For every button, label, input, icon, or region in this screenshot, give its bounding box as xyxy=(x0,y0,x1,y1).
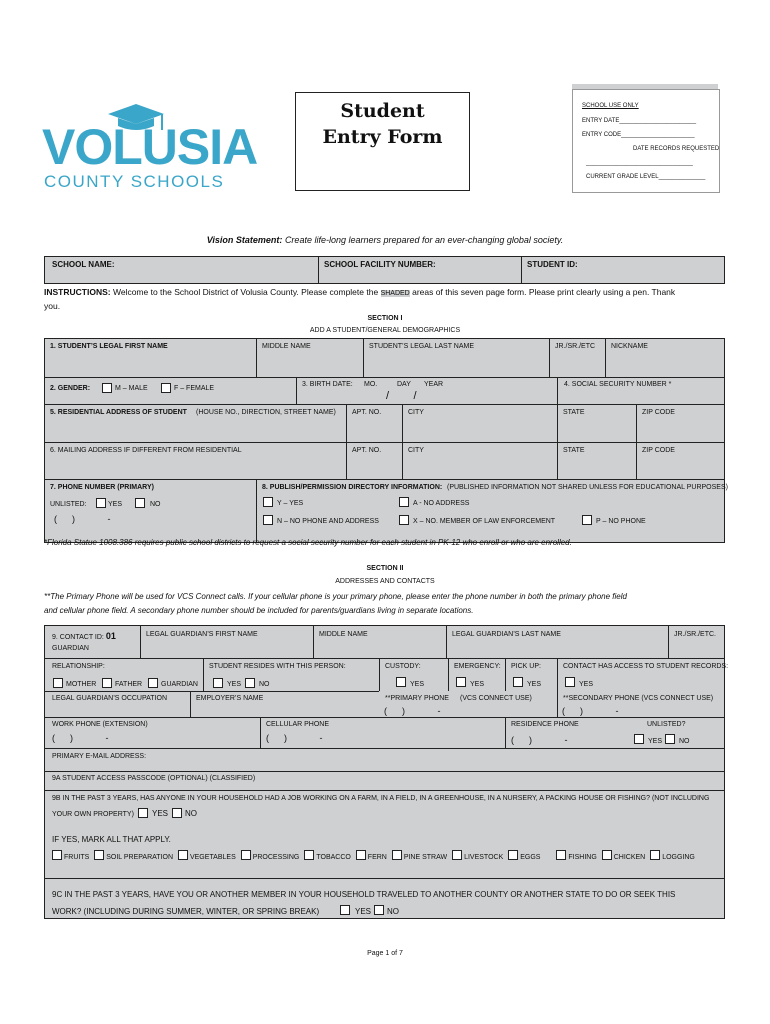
unlisted-question: UNLISTED? xyxy=(647,721,686,728)
vision-text: Create life-long learners prepared for an ever-changing global society. xyxy=(284,235,564,245)
custody-yes-checkbox[interactable] xyxy=(396,677,406,687)
instructions-text: Welcome to the School District of Volusia County. Please complete the xyxy=(112,287,379,297)
pickup-yes-checkbox[interactable] xyxy=(513,677,523,687)
primary-phone-field[interactable]: **PRIMARY PHONE xyxy=(385,695,449,702)
records-access-yes-label: YES xyxy=(579,681,594,688)
residence-phone-field[interactable]: RESIDENCE PHONE xyxy=(511,721,579,728)
florida-statute-note: *Florida Statue 1008.386 requires public school districts to request a social security number for each student in PK-12 who enroll or who are enrolled. xyxy=(44,538,572,547)
livestock-label: LIVESTOCK xyxy=(464,854,504,861)
birth-day[interactable]: DAY xyxy=(397,381,411,388)
question-9c: 9C IN THE PAST 3 YEARS, HAVE YOU OR ANOTHER MEMBER IN YOUR HOUSEHOLD TRAVELED TO ANOTHER COUNTY OR ANOTHER STATE TO DO OR SEEK THIS xyxy=(52,890,676,899)
student-id-field[interactable]: STUDENT ID: xyxy=(527,260,578,269)
resides-no-checkbox[interactable] xyxy=(245,678,255,688)
processing-checkbox[interactable] xyxy=(241,850,251,860)
fruits-label: FRUITS xyxy=(64,854,90,861)
chicken-checkbox[interactable] xyxy=(602,850,612,860)
fern-label: FERN xyxy=(367,854,387,861)
resides-label: STUDENT RESIDES WITH THIS PERSON: xyxy=(209,663,346,670)
gender-female-label: F – FEMALE xyxy=(174,385,215,392)
unlisted-label: UNLISTED: xyxy=(50,501,87,508)
student-passcode-field[interactable]: 9A STUDENT ACCESS PASSCODE (OPTIONAL) (CLASSIFIED) xyxy=(52,775,256,782)
school-use-header: SCHOOL USE ONLY xyxy=(582,103,639,109)
publish-no-phone-label: P – NO PHONE xyxy=(596,518,646,525)
res-unlisted-yes-label: YES xyxy=(648,738,663,745)
apt-field[interactable]: APT. NO. xyxy=(352,409,382,416)
date-records-requested: DATE RECORDS REQUESTED xyxy=(633,146,720,152)
q9b-no-label: NO xyxy=(185,809,197,818)
birth-date-label: 3. BIRTH DATE: xyxy=(302,381,353,388)
work-type-list xyxy=(52,850,695,861)
pine-straw-checkbox[interactable] xyxy=(392,850,402,860)
publish-law-enforcement-label: X – NO. MEMBER OF LAW ENFORCEMENT xyxy=(413,518,556,525)
emergency-yes-checkbox[interactable] xyxy=(456,677,466,687)
middle-name-field[interactable]: MIDDLE NAME xyxy=(262,343,311,350)
guardian-label: GUARDIAN xyxy=(52,645,89,652)
unlisted-no-label: NO xyxy=(150,501,161,508)
zip-field[interactable]: ZIP CODE xyxy=(642,409,675,416)
logo-word: VOLUSIA xyxy=(42,119,258,175)
contact-id-number: 01 xyxy=(105,631,116,641)
logging-checkbox[interactable] xyxy=(650,850,660,860)
guardian-suffix-field[interactable]: JR./SR./ETC. xyxy=(674,631,717,638)
residential-address-hint: (HOUSE NO., DIRECTION, STREET NAME) xyxy=(196,409,336,416)
relationship-mother-label: MOTHER xyxy=(66,681,97,688)
fishing-checkbox[interactable] xyxy=(556,850,566,860)
pickup-label: PICK UP: xyxy=(511,663,541,670)
instructions xyxy=(44,286,734,312)
contact-id-label xyxy=(52,631,116,641)
publish-label: 8. PUBLISH/PERMISSION DIRECTORY INFORMATION: xyxy=(262,484,443,491)
work-phone-format: ( ) - xyxy=(52,733,109,743)
guardian-middle-name-field[interactable]: MIDDLE NAME xyxy=(319,631,368,638)
fruits-checkbox[interactable] xyxy=(52,850,62,860)
state-field[interactable]: STATE xyxy=(563,409,585,416)
emergency-label: EMERGENCY: xyxy=(454,663,501,670)
section1-subtitle: ADD A STUDENT/GENERAL DEMOGRAPHICS xyxy=(309,327,461,334)
custody-label: CUSTODY: xyxy=(385,663,421,670)
cell-phone-format: ( ) - xyxy=(266,733,323,743)
q9b-yes-label: YES xyxy=(152,809,169,818)
student-last-name-field[interactable]: STUDENT’S LEGAL LAST NAME xyxy=(369,343,475,350)
soil-preparation-label: SOIL PREPARATION xyxy=(106,854,174,861)
question-9b-2: YOUR OWN PROPERTY) xyxy=(52,811,134,818)
resides-yes-checkbox[interactable] xyxy=(213,678,223,688)
phone-primary-field[interactable]: 7. PHONE NUMBER (PRIMARY) xyxy=(50,484,154,491)
res-unlisted-no-checkbox[interactable] xyxy=(665,734,675,744)
relationship-mother-checkbox[interactable] xyxy=(53,678,63,688)
logo-subtitle: COUNTY SCHOOLS xyxy=(44,172,225,191)
vegetables-label: VEGETABLES xyxy=(189,854,236,861)
primary-phone-note-2: and cellular phone field. A secondary phone number should be included for parents/guardians living in separate locations. xyxy=(44,606,474,615)
res-unlisted-yes-checkbox[interactable] xyxy=(634,734,644,744)
cell-phone-field[interactable]: CELLULAR PHONE xyxy=(266,721,330,728)
primary-phone-format: ( ) - xyxy=(384,706,441,716)
relationship-father-label: FATHER xyxy=(115,681,143,688)
section2-subtitle: ADDRESSES AND CONTACTS xyxy=(335,578,435,585)
birth-year[interactable]: YEAR xyxy=(424,381,444,388)
primary-email-field[interactable]: PRIMARY E-MAIL ADDRESS: xyxy=(52,753,147,760)
ssn-field[interactable]: 4. SOCIAL SECURITY NUMBER * xyxy=(564,381,672,388)
gender-label: 2. GENDER: xyxy=(50,385,91,392)
guardian-occupation-field[interactable]: LEGAL GUARDIAN’S OCCUPATION xyxy=(52,695,168,702)
birth-month[interactable]: MO. xyxy=(364,381,378,388)
relationship-label: RELATIONSHIP: xyxy=(52,663,105,670)
gender-male-checkbox[interactable] xyxy=(102,383,112,393)
work-phone-field[interactable]: WORK PHONE (EXTENSION) xyxy=(52,721,148,728)
residence-phone-format: ( ) - xyxy=(511,735,568,745)
instructions-label: INSTRUCTIONS: xyxy=(44,287,111,297)
vegetables-checkbox[interactable] xyxy=(178,850,188,860)
processing-label: PROCESSING xyxy=(252,854,300,861)
school-name-field[interactable]: SCHOOL NAME: xyxy=(52,260,115,269)
soil-preparation-checkbox[interactable] xyxy=(94,850,104,860)
city-field[interactable]: CITY xyxy=(408,409,424,416)
publish-yes-label: Y – YES xyxy=(277,500,304,507)
livestock-checkbox[interactable] xyxy=(452,850,462,860)
publish-no-address-label: A - NO ADDRESS xyxy=(413,500,470,507)
instructions-text-2: areas of this seven page form. Please print clearly using a pen. Thank xyxy=(412,287,676,297)
records-access-yes-checkbox[interactable] xyxy=(565,677,575,687)
guardian-first-name-field[interactable]: LEGAL GUARDIAN’S FIRST NAME xyxy=(146,631,258,638)
relationship-father-checkbox[interactable] xyxy=(102,678,112,688)
school-facility-field[interactable]: SCHOOL FACILITY NUMBER: xyxy=(324,260,436,269)
q9b-no-checkbox[interactable] xyxy=(172,808,182,818)
birth-date-slashes: / / xyxy=(386,390,417,402)
logging-label: LOGGING xyxy=(662,854,695,861)
publish-no-phone-checkbox[interactable] xyxy=(582,515,592,525)
if-yes-label: IF YES, MARK ALL THAT APPLY. xyxy=(52,835,171,844)
unlisted-yes-checkbox[interactable] xyxy=(96,498,106,508)
emergency-yes-label: YES xyxy=(470,681,485,688)
district-logo xyxy=(42,100,258,195)
mailing-address-field[interactable]: 6. MAILING ADDRESS IF DIFFERENT FROM RESIDENTIAL xyxy=(50,447,242,454)
publish-note: (PUBLISHED INFORMATION NOT SHARED UNLESS FOR EDUCATIONAL PURPOSES) xyxy=(447,484,728,491)
gender-female-checkbox[interactable] xyxy=(161,383,171,393)
mail-city-field[interactable]: CITY xyxy=(408,447,424,454)
nickname-field[interactable]: NICKNAME xyxy=(611,343,648,350)
shaded-word: SHADED xyxy=(380,290,410,297)
primary-phone-note: **The Primary Phone will be used for VCS Connect calls. If your cellular phone is your primary phone, please enter the phone number in both the primary phone field xyxy=(44,592,627,601)
contact-id-text: 9. CONTACT ID: xyxy=(52,634,104,641)
guardian-last-name-field[interactable]: LEGAL GUARDIAN’S LAST NAME xyxy=(452,631,561,638)
mail-zip-field[interactable]: ZIP CODE xyxy=(642,447,675,454)
publish-no-phone-address-label: N – NO PHONE AND ADDRESS xyxy=(277,518,379,525)
residential-address-field[interactable]: 5. RESIDENTIAL ADDRESS OF STUDENT xyxy=(50,409,187,416)
question-9b: 9B IN THE PAST 3 YEARS, HAS ANYONE IN YOUR HOUSEHOLD HAD A JOB WORKING ON A FARM, IN A FIELD, IN A GREENHOUSE, IN A NURSERY, A PACKING HOUSE OR FISHING? (NOT INCLUDING xyxy=(52,795,710,802)
relationship-guardian-checkbox[interactable] xyxy=(148,678,158,688)
section1-table xyxy=(44,338,725,543)
publish-yes-checkbox[interactable] xyxy=(263,497,273,507)
secondary-phone-format: ( ) - xyxy=(562,706,619,716)
fern-checkbox[interactable] xyxy=(356,850,366,860)
q9c-yes-checkbox[interactable] xyxy=(340,905,350,915)
eggs-checkbox[interactable] xyxy=(508,850,518,860)
q9c-no-label: NO xyxy=(387,907,399,916)
resides-no-label: NO xyxy=(259,681,270,688)
student-first-name-field[interactable]: 1. STUDENT’S LEGAL FIRST NAME xyxy=(50,343,168,350)
section2-title: SECTION II xyxy=(366,565,404,572)
primary-phone-vcs: (VCS CONNECT USE) xyxy=(460,695,532,702)
vision-statement xyxy=(0,235,770,245)
instructions-text-3: you. xyxy=(44,301,61,311)
relationship-guardian-label: GUARDIAN xyxy=(161,681,198,688)
chicken-label: CHICKEN xyxy=(613,854,646,861)
q9b-yes-checkbox[interactable] xyxy=(138,808,148,818)
q9c-yes-label: YES xyxy=(355,907,372,916)
page-title-line1: Student xyxy=(340,100,425,122)
section1-title: SECTION I xyxy=(367,315,403,322)
tobacco-label: TOBACCO xyxy=(316,854,351,861)
pickup-yes-label: YES xyxy=(527,681,542,688)
eggs-label: EGGS xyxy=(520,854,541,861)
resides-yes-label: YES xyxy=(227,681,242,688)
q9c-no-checkbox[interactable] xyxy=(374,905,384,915)
gender-male-label: M – MALE xyxy=(115,385,148,392)
publish-no-address-checkbox[interactable] xyxy=(399,497,409,507)
publish-law-enforcement-checkbox[interactable] xyxy=(399,515,409,525)
employer-name-field[interactable]: EMPLOYER’S NAME xyxy=(196,695,264,702)
phone-format: ( ) - xyxy=(54,514,111,524)
page-title-line2: Entry Form xyxy=(322,126,443,148)
unlisted-no-checkbox[interactable] xyxy=(135,498,145,508)
vision-label: Vision Statement: xyxy=(206,235,283,245)
entry-code: ENTRY CODE______________________ xyxy=(582,132,695,138)
unlisted-yes-label: YES xyxy=(108,501,123,508)
publish-no-phone-address-checkbox[interactable] xyxy=(263,515,273,525)
page-number: Page 1 of 7 xyxy=(367,950,403,957)
fishing-label: FISHING xyxy=(568,854,597,861)
custody-yes-label: YES xyxy=(410,681,425,688)
records-access-label: CONTACT HAS ACCESS TO STUDENT RECORDS: xyxy=(563,663,729,670)
pine-straw-label: PINE STRAW xyxy=(403,854,448,861)
secondary-phone-field[interactable]: **SECONDARY PHONE (VCS CONNECT USE) xyxy=(563,695,714,702)
res-unlisted-no-label: NO xyxy=(679,738,690,745)
mail-state-field[interactable]: STATE xyxy=(563,447,585,454)
suffix-field[interactable]: JR./SR./ETC xyxy=(555,343,596,350)
records-blank: ________________________________ xyxy=(586,160,693,166)
mail-apt-field[interactable]: APT. NO. xyxy=(352,447,382,454)
tobacco-checkbox[interactable] xyxy=(304,850,314,860)
entry-date: ENTRY DATE_______________________ xyxy=(582,118,697,124)
question-9c-2: WORK? (INCLUDING DURING SUMMER, WINTER, OR SPRING BREAK) xyxy=(52,907,320,916)
current-grade-level: CURRENT GRADE LEVEL______________ xyxy=(586,174,706,180)
